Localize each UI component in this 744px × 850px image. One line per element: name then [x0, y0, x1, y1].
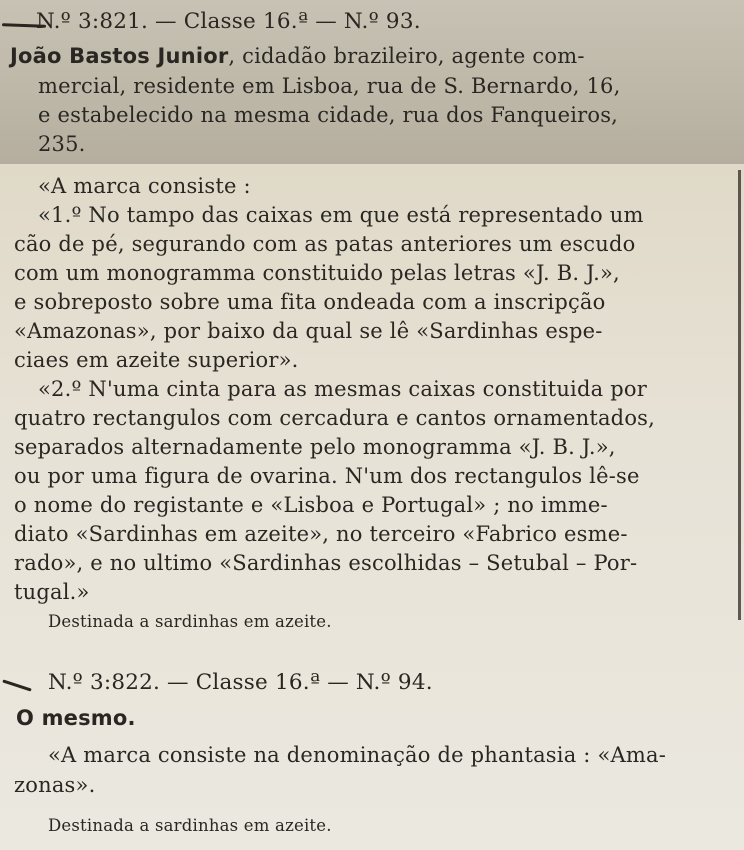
body-line: separados alternadamente pelo monogramma «J. B. J.»,: [14, 435, 616, 459]
body-line: «Amazonas», por baixo da qual se lê «Sardinhas espe-: [14, 319, 603, 343]
body-line: rado», e no ultimo «Sardinhas escolhidas – Setubal – Por-: [14, 551, 638, 575]
destination-note: Destinada a sardinhas em azeite.: [48, 612, 332, 631]
body-line: «A marca consiste :: [38, 174, 251, 198]
registrant-line: 235.: [38, 132, 86, 156]
registrant-name: O mesmo.: [16, 706, 136, 730]
body-line: «2.º N'uma cinta para as mesmas caixas constituida por: [38, 377, 647, 401]
body-line: com um monogramma constituido pelas letras «J. B. J.»,: [14, 261, 620, 285]
body-line: diato «Sardinhas em azeite», no terceiro «Fabrico esme-: [14, 522, 628, 546]
body-line: ou por uma figura de ovarina. N'um dos rectangulos lê-se: [14, 464, 640, 488]
body-line: o nome do registante e «Lisboa e Portugal» ; no imme-: [14, 493, 608, 517]
body-line: cão de pé, segurando com as patas anteriores um escudo: [14, 232, 636, 256]
registrant-line: João Bastos Junior, cidadão brazileiro, agente com-: [10, 44, 585, 68]
body-line: ciaes em azeite superior».: [14, 348, 299, 372]
registrant-line: e estabelecido na mesma cidade, rua dos Fanqueiros,: [38, 103, 619, 127]
body-line: quatro rectangulos com cercadura e cantos ornamentados,: [14, 406, 656, 430]
registrant-name: João Bastos Junior: [10, 44, 229, 68]
body-line: tugal.»: [14, 580, 90, 604]
body-line: «A marca consiste na denominação de phantasia : «Ama-: [48, 743, 666, 767]
destination-note: Destinada a sardinhas em azeite.: [48, 816, 332, 835]
body-line: zonas».: [14, 773, 96, 797]
entry-heading: N.º 3:822. — Classe 16.ª — N.º 94.: [48, 670, 433, 695]
registrant-line: mercial, residente em Lisboa, rua de S. Bernardo, 16,: [38, 74, 621, 98]
column-rule: [738, 170, 741, 620]
body-line: «1.º No tampo das caixas em que está representado um: [38, 203, 644, 227]
body-line: e sobreposto sobre uma fita ondeada com a inscripção: [14, 290, 606, 314]
entry-heading: N.º 3:821. — Classe 16.ª — N.º 93.: [36, 9, 421, 34]
